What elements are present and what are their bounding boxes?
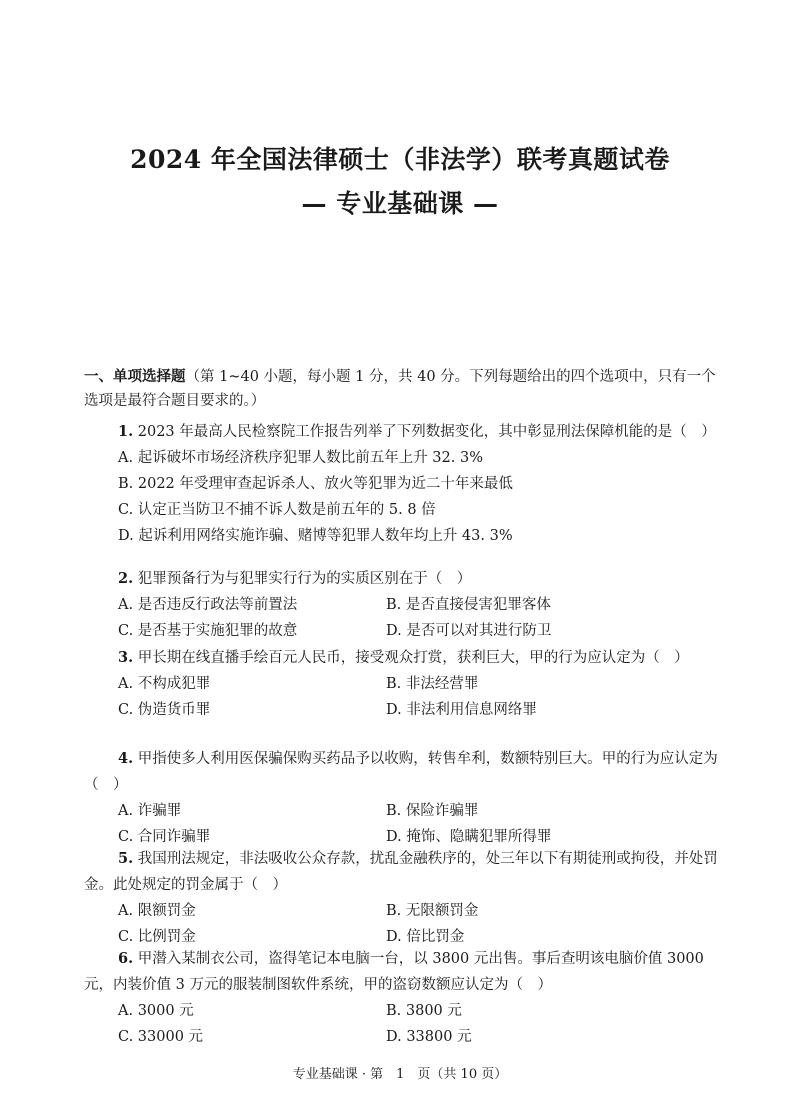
question-1 [84,419,724,549]
question-number: 2. [118,570,134,587]
options-list [118,998,724,1050]
question-stem [84,946,724,998]
option-a: A. 是否违反行政法等前置法 [118,597,298,613]
question-number: 1. [118,423,134,440]
question-6 [84,946,724,1050]
option-d: D. 起诉利用网络实施诈骗、赌博等犯罪人数年均上升 43. 3% [118,528,513,544]
question-stem [84,846,724,898]
section-instructions [84,365,724,413]
question-text: 犯罪预备行为与犯罪实行行为的实质区别在于（ ） [137,571,472,587]
question-text: 甲指使多人利用医保骗保购买药品予以收购，转售牟利，数额特别巨大。甲的行为应认定为（ ） [84,751,718,793]
option-b: B. 非法经营罪 [386,676,479,692]
option-c: C. 认定正当防卫不捕不诉人数是前五年的 5. 8 倍 [118,502,436,518]
option-b: B. 是否直接侵害犯罪客体 [386,597,551,613]
options-list [118,898,724,950]
option-a: A. 诈骗罪 [118,803,182,819]
question-5 [84,846,724,950]
option-b: B. 保险诈骗罪 [386,803,479,819]
options-list [118,798,724,850]
question-3 [84,645,724,723]
question-number: 5. [118,850,134,867]
option-a: A. 限额罚金 [118,903,196,919]
question-number: 6. [118,950,134,967]
option-b: B. 无限额罚金 [386,903,479,919]
question-stem [84,419,724,445]
options-list [118,592,724,644]
option-c: C. 比例罚金 [118,929,196,945]
option-d: D. 33800 元 [386,1029,472,1045]
question-text: 甲潜入某制衣公司，盗得笔记本电脑一台，以 3800 元出售。事后查明该电脑价值 3000 元，内装价值 3 万元的服装制图软件系统，甲的盗窃数额应认定为（ ） [84,951,704,993]
question-stem [84,566,724,592]
option-c: C. 是否基于实施犯罪的故意 [118,623,298,639]
question-stem [84,645,724,671]
option-d: D. 非法利用信息网络罪 [386,702,537,718]
option-b: B. 2022 年受理审查起诉杀人、放火等犯罪为近二十年来最低 [118,476,513,492]
question-text: 我国刑法规定，非法吸收公众存款，扰乱金融秩序的，处三年以下有期徒刑或拘役，并处罚金。此处规定的罚金属于（ ） [84,851,718,893]
question-text: 甲长期在线直播手绘百元人民币，接受观众打赏，获利巨大，甲的行为应认定为（ ） [137,650,689,666]
section-instruction-text: （第 1~40 小题，每小题 1 分，共 40 分。下列每题给出的四个选项中，只有一个选项是最符合题目要求的。） [84,369,716,409]
question-number: 3. [118,649,134,666]
option-c: C. 伪造货币罪 [118,702,211,718]
question-text: 2023 年最高人民检察院工作报告列举了下列数据变化，其中彰显刑法保障机能的是（ ） [137,424,716,440]
option-c: C. 33000 元 [118,1029,204,1045]
option-a: A. 3000 元 [118,1003,194,1019]
options-list [118,671,724,723]
option-a: A. 起诉破坏市场经济秩序犯罪人数比前五年上升 32. 3% [118,450,483,466]
option-d: D. 掩饰、隐瞒犯罪所得罪 [386,829,552,845]
exam-subtitle: — 专业基础课 — [301,189,499,218]
option-d: D. 倍比罚金 [386,929,465,945]
section-heading: 一、单项选择题 [84,368,186,385]
exam-title: 2024 年全国法律硕士（非法学）联考真题试卷 [130,145,670,174]
option-a: A. 不构成犯罪 [118,676,211,692]
page-footer: 专业基础课 · 第 1 页（共 10 页） [292,1067,508,1082]
option-d: D. 是否可以对其进行防卫 [386,623,552,639]
question-2 [84,566,724,644]
question-stem [84,746,724,798]
question-number: 4. [118,750,134,767]
option-b: B. 3800 元 [386,1003,462,1019]
question-4 [84,746,724,850]
option-c: C. 合同诈骗罪 [118,829,211,845]
options-list [118,445,724,549]
